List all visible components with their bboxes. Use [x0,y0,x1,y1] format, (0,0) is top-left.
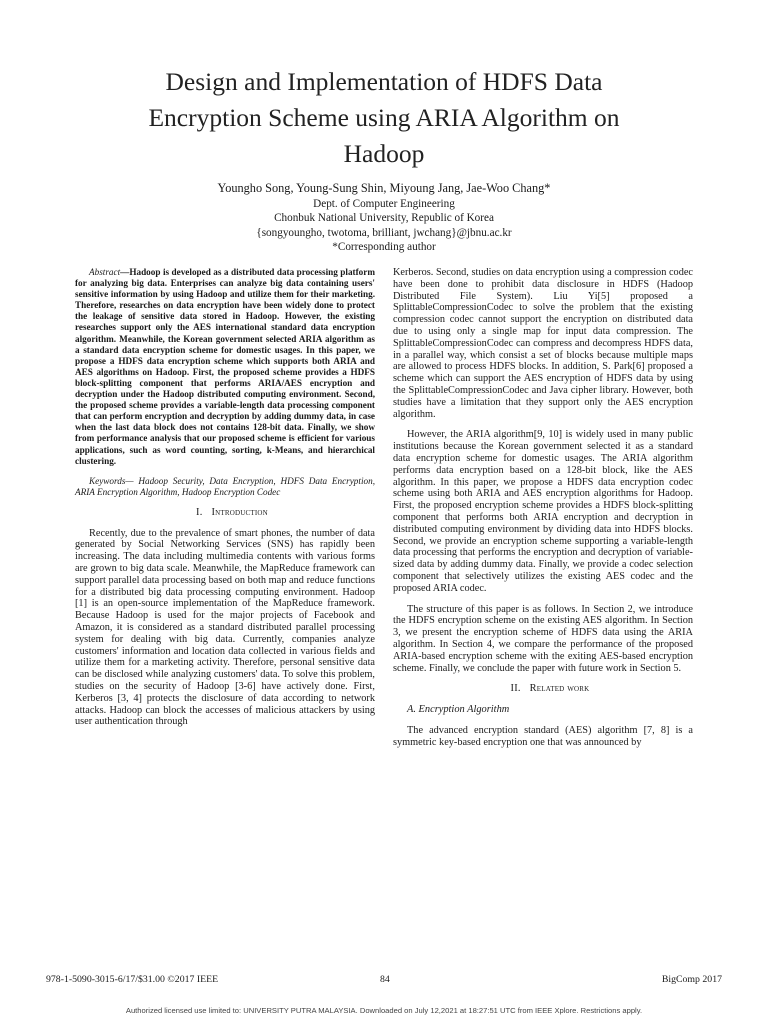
section-number: II. [510,683,521,695]
keywords: Keywords— Hadoop Security, Data Encryption, HDFS Data Encryption, ARIA Encryption Algorithm, Hadoop Encryption Codec [75,475,375,497]
affiliation-university: Chonbuk National University, Republic of Korea [274,212,494,225]
body-paragraph: However, the ARIA algorithm[9, 10] is widely used in many public institutions because the Korean government selected it as a standard data encryption scheme for domestic usages. The ARIA algorithm performs data encryption based on a 128-bit block, like the AES algorithm. In this paper, we propose a HDFS data encryption codec scheme using both ARIA and AES encryption algorithms for Hadoop. First, the proposed encryption scheme provides a HDFS block-splitting component that performs both ARIA encryption and decryption in distributed computing environment by dividing data into HDFS blocks. Second, we provide an encryption scheme supporting a variable-length data processing that performs the encryption and decryption of variable-sized data by adding dummy data. Finally, we provide a codec selection component that selectively utilizes the existing AES codec and the proposed ARIA codec. [393,429,693,594]
authorized-use-notice: Authorized licensed use limited to: UNIVERSITY PUTRA MALAYSIA. Downloaded on July 12,2021 at 18:27:51 UTC from IEEE Xplore. Restrictions apply. [125,1006,643,1015]
affiliation-emails: {songyoungho, twotoma, brilliant, jwchang}@jbnu.ac.kr [256,226,512,239]
section-title: Related work [529,683,590,695]
abstract-text: —Hadoop is developed as a distributed data processing platform for analyzing big data. Enterprises can analyze big data containing users' sensitive information by using Hadoop and utilize them for their marketing. Therefore, researches on data encryption have been widely done to protect the leakage of sensitive data stored in Hadoop. However, the existing researches support only the AES international standard data encryption algorithm. Meanwhile, the Korean government selected ARIA algorithm as a standard data encryption scheme for domestic usages. In this paper, we propose a HDFS data encryption scheme which supports both ARIA and AES algorithms on Hadoop. First, the proposed scheme provides a HDFS block-splitting component that performs ARIA/AES encryption and decryption under the Hadoop distributed computing environment. Second, the proposed scheme provides a variable-length data processing component that can perform encryption and decryption by adding dummy data, in case when the last data block does not contains 128-bit data. Finally, we show from performance analysis that our proposed scheme is efficient for various applications, such as word counting, sorting, k-Means, and hierarchical clustering. [75,267,375,466]
paper-authors: Youngho Song, Young-Sung Shin, Miyoung Jang, Jae-Woo Chang* [217,181,551,195]
right-column [393,267,693,757]
affiliation-dept: Dept. of Computer Engineering [313,198,455,210]
body-paragraph: The structure of this paper is as follows. In Section 2, we introduce the HDFS encryption scheme on the existing AES algorithm. In Section 3, we present the encryption scheme of HDFS data using the ARIA algorithm. In Section 4, we compare the performance of the proposed ARIA-based encryption scheme with the exiting AES-based encryption scheme. Finally, we conclude the paper with future work in Section 5. [393,603,693,674]
section-number: I. [196,506,203,518]
author-affiliation [150,197,618,255]
section-heading-related-work [393,683,693,695]
section-title: Introduction [211,506,268,518]
affiliation-corresponding: *Corresponding author [332,241,436,254]
intro-paragraph: Recently, due to the prevalence of smart phones, the number of data generated by Social Networking Services (SNS) has rapidly been increasing. The data including multimedia contents with various forms are grown to big data scale. Meanwhile, the MapReduce framework can support parallel data processing based on both map and reduce functions for a distributed big data processing computing environment. Hadoop [1] is an open-source implementation of the MapReduce framework. Because Hadoop is used for the major projects of Facebook and Amazon, it is considered as a standard distributed parallel processing system for dealing with big data. Currently, companies analyze customers' information and location data collected in various fields and utilize them for a marketing activity. Therefore, personal sensitive data can be disclosed while analyzing customers' data. To solve this problem, studies on the security of Hadoop [3-6] have actively done. First, Kerberos [3, 4] protects the disclosure of data according to network attacks. Hadoop can block the accesses of malicious attackers by using user authentication through [75,527,375,728]
paper-title: Design and Implementation of HDFS Data Encryption Scheme using ARIA Algorithm on Hadoop [148,67,620,168]
section-heading-introduction [75,507,375,519]
footer-copyright: 978-1-5090-3015-6/17/$31.00 ©2017 IEEE [46,974,219,985]
left-column [75,267,375,737]
footer-page-number: 84 [380,974,390,985]
subsection-heading: A. Encryption Algorithm [407,704,510,716]
abstract [75,267,375,467]
abstract-label: Abstract [89,267,121,277]
body-paragraph: Kerberos. Second, studies on data encryption using a compression codec have been done to prohibit data disclosure in HDFS (Hadoop Distributed File System). Liu Yi[5] proposed a SplittableCompressionCodec to solve the problem that the existing compression codec cannot support the encryption on distributed data due to using only a single map for input data compression. The SplittableCompressionCodec can compress and decompress HDFS data, in a parallel way, which consist a set of blocks because multiple maps are allowed to process HDFS blocks. In addition, S. Park[6] proposed a scheme which can support the AES encryption of HDFS data by using the SplittableCompressionCodec and Java cipher library. However, both studies have a limitation that they support only the AES encryption algorithm. [393,267,693,420]
body-paragraph: The advanced encryption standard (AES) algorithm [7, 8] is a symmetric key-based encryption one that was announced by [393,724,693,748]
footer-conference: BigComp 2017 [661,974,722,985]
